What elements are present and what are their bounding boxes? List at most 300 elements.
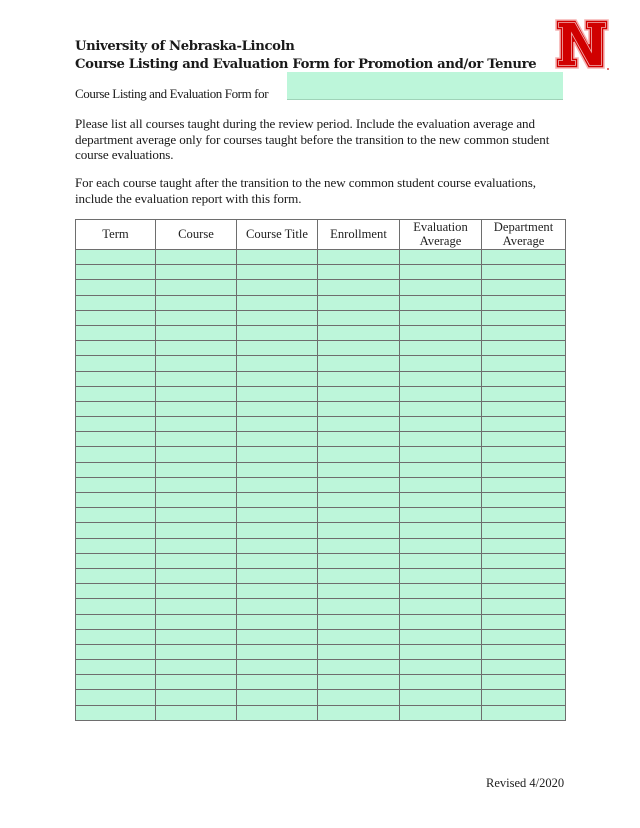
department-average-input[interactable] (482, 280, 565, 294)
enrollment-input[interactable] (318, 523, 399, 537)
cell-enrollment (318, 356, 400, 371)
form-for-name-field[interactable] (287, 72, 563, 100)
course-title-input[interactable] (237, 645, 317, 659)
enrollment-input[interactable] (318, 493, 399, 507)
term-input[interactable] (76, 341, 155, 355)
cell-term (76, 462, 156, 477)
document-title (75, 38, 536, 74)
course-input[interactable] (156, 630, 236, 644)
enrollment-input[interactable] (318, 645, 399, 659)
cell-department-average (482, 310, 566, 325)
cell-course-title (237, 462, 318, 477)
course-input[interactable] (156, 341, 236, 355)
cell-evaluation-average (400, 660, 482, 675)
cell-course-title (237, 310, 318, 325)
cell-evaluation-average (400, 310, 482, 325)
course-title-input[interactable] (237, 356, 317, 370)
course-input[interactable] (156, 599, 236, 613)
evaluation-average-input[interactable] (400, 508, 481, 522)
enrollment-input[interactable] (318, 280, 399, 294)
evaluation-average-label: Evaluation Average (413, 220, 468, 248)
term-input[interactable] (76, 660, 155, 674)
enrollment-input[interactable] (318, 311, 399, 325)
cell-term (76, 508, 156, 523)
term-input[interactable] (76, 356, 155, 370)
term-input[interactable] (76, 478, 155, 492)
course-input[interactable] (156, 250, 236, 264)
cell-evaluation-average (400, 705, 482, 720)
course-listing-table (75, 219, 566, 721)
department-average-input[interactable] (482, 660, 565, 674)
department-average-input[interactable] (482, 402, 565, 416)
enrollment-input[interactable] (318, 296, 399, 310)
cell-enrollment (318, 508, 400, 523)
cell-enrollment (318, 325, 400, 340)
evaluation-average-input[interactable] (400, 523, 481, 537)
course-input[interactable] (156, 447, 236, 461)
cell-evaluation-average (400, 493, 482, 508)
cell-term (76, 568, 156, 583)
cell-evaluation-average (400, 477, 482, 492)
course-input[interactable] (156, 432, 236, 446)
enrollment-input[interactable] (318, 372, 399, 386)
course-title-input[interactable] (237, 432, 317, 446)
department-average-input[interactable] (482, 569, 565, 583)
course-input[interactable] (156, 326, 236, 340)
cell-evaluation-average (400, 371, 482, 386)
term-input[interactable] (76, 599, 155, 613)
evaluation-average-input[interactable] (400, 660, 481, 674)
enrollment-input[interactable] (318, 630, 399, 644)
cell-enrollment (318, 690, 400, 705)
department-average-input[interactable] (482, 584, 565, 598)
term-input[interactable] (76, 584, 155, 598)
course-title-input[interactable] (237, 508, 317, 522)
cell-evaluation-average (400, 538, 482, 553)
course-title-input[interactable] (237, 523, 317, 537)
cell-course-title (237, 295, 318, 310)
term-input[interactable] (76, 387, 155, 401)
enrollment-input[interactable] (318, 326, 399, 340)
course-input[interactable] (156, 539, 236, 553)
term-input[interactable] (76, 706, 155, 720)
cell-course (156, 644, 237, 659)
department-average-input[interactable] (482, 432, 565, 446)
department-average-input[interactable] (482, 341, 565, 355)
cell-term (76, 280, 156, 295)
enrollment-input[interactable] (318, 508, 399, 522)
cell-course (156, 629, 237, 644)
course-title-input[interactable] (237, 326, 317, 340)
cell-enrollment (318, 447, 400, 462)
enrollment-input[interactable] (318, 417, 399, 431)
evaluation-average-input[interactable] (400, 372, 481, 386)
course-title-input[interactable] (237, 463, 317, 477)
department-average-label: Department Average (493, 220, 554, 248)
cell-course (156, 508, 237, 523)
term-input[interactable] (76, 372, 155, 386)
revised-date: Revised 4/2020 (486, 776, 565, 790)
evaluation-average-input[interactable] (400, 326, 481, 340)
enrollment-input[interactable] (318, 539, 399, 553)
cell-department-average (482, 538, 566, 553)
department-average-input[interactable] (482, 539, 565, 553)
department-average-input[interactable] (482, 523, 565, 537)
evaluation-average-input[interactable] (400, 463, 481, 477)
cell-evaluation-average (400, 250, 482, 265)
enrollment-input[interactable] (318, 675, 399, 689)
evaluation-average-input[interactable] (400, 493, 481, 507)
cell-evaluation-average (400, 584, 482, 599)
cell-evaluation-average (400, 599, 482, 614)
course-title-input[interactable] (237, 402, 317, 416)
term-input[interactable] (76, 554, 155, 568)
department-average-input[interactable] (482, 265, 565, 279)
course-title-input[interactable] (237, 584, 317, 598)
cell-evaluation-average (400, 462, 482, 477)
department-average-input[interactable] (482, 615, 565, 629)
department-average-input[interactable] (482, 356, 565, 370)
enrollment-input[interactable] (318, 706, 399, 720)
department-average-input[interactable] (482, 675, 565, 689)
evaluation-average-input[interactable] (400, 447, 481, 461)
term-input[interactable] (76, 447, 155, 461)
table-row (76, 568, 566, 583)
course-title-input[interactable] (237, 599, 317, 613)
table-row (76, 371, 566, 386)
course-input[interactable] (156, 311, 236, 325)
cell-course-title (237, 644, 318, 659)
course-input[interactable] (156, 417, 236, 431)
cell-course (156, 538, 237, 553)
enrollment-input[interactable] (318, 478, 399, 492)
cell-course (156, 599, 237, 614)
course-input[interactable] (156, 675, 236, 689)
term-input[interactable] (76, 690, 155, 704)
evaluation-average-input[interactable] (400, 690, 481, 704)
cell-evaluation-average (400, 432, 482, 447)
instructions-paragraph-1: Please list all courses taught during the review period. Include the evaluation average and department average only for courses taught before the transition to the new common student course evaluations. (75, 116, 550, 162)
department-average-input[interactable] (482, 447, 565, 461)
evaluation-average-input[interactable] (400, 599, 481, 613)
department-average-input[interactable] (482, 326, 565, 340)
enrollment-input[interactable] (318, 356, 399, 370)
enrollment-input[interactable] (318, 660, 399, 674)
cell-course (156, 447, 237, 462)
course-input[interactable] (156, 463, 236, 477)
enrollment-input[interactable] (318, 402, 399, 416)
cell-term (76, 538, 156, 553)
course-title-input[interactable] (237, 478, 317, 492)
cell-term (76, 310, 156, 325)
table-row (76, 310, 566, 325)
enrollment-input[interactable] (318, 690, 399, 704)
evaluation-average-input[interactable] (400, 478, 481, 492)
cell-department-average (482, 280, 566, 295)
cell-term (76, 584, 156, 599)
term-input[interactable] (76, 311, 155, 325)
department-average-input[interactable] (482, 463, 565, 477)
department-average-input[interactable] (482, 554, 565, 568)
cell-course-title (237, 690, 318, 705)
evaluation-average-input[interactable] (400, 356, 481, 370)
cell-enrollment (318, 660, 400, 675)
enrollment-input[interactable] (318, 387, 399, 401)
course-input[interactable] (156, 706, 236, 720)
table-row (76, 538, 566, 553)
evaluation-average-input[interactable] (400, 645, 481, 659)
evaluation-average-input[interactable] (400, 554, 481, 568)
course-title-input[interactable] (237, 341, 317, 355)
term-input[interactable] (76, 675, 155, 689)
cell-course (156, 325, 237, 340)
enrollment-input[interactable] (318, 250, 399, 264)
cell-term (76, 250, 156, 265)
cell-department-average (482, 675, 566, 690)
term-input[interactable] (76, 326, 155, 340)
enrollment-input[interactable] (318, 615, 399, 629)
term-input[interactable] (76, 569, 155, 583)
cell-course-title (237, 568, 318, 583)
term-input[interactable] (76, 280, 155, 294)
department-average-input[interactable] (482, 311, 565, 325)
column-header-department-average (482, 220, 566, 250)
course-title-input[interactable] (237, 372, 317, 386)
cell-evaluation-average (400, 523, 482, 538)
table-row (76, 690, 566, 705)
course-title-input[interactable] (237, 417, 317, 431)
cell-term (76, 690, 156, 705)
evaluation-average-input[interactable] (400, 432, 481, 446)
term-input[interactable] (76, 402, 155, 416)
department-average-input[interactable] (482, 417, 565, 431)
course-title-input[interactable] (237, 280, 317, 294)
department-average-input[interactable] (482, 706, 565, 720)
cell-enrollment (318, 371, 400, 386)
course-input[interactable] (156, 660, 236, 674)
cell-evaluation-average (400, 401, 482, 416)
cell-department-average (482, 705, 566, 720)
cell-course (156, 265, 237, 280)
department-average-input[interactable] (482, 296, 565, 310)
term-input[interactable] (76, 630, 155, 644)
course-input[interactable] (156, 265, 236, 279)
cell-department-average (482, 493, 566, 508)
table-row (76, 401, 566, 416)
course-title-input[interactable] (237, 706, 317, 720)
cell-term (76, 341, 156, 356)
course-input[interactable] (156, 402, 236, 416)
evaluation-average-input[interactable] (400, 311, 481, 325)
course-title-input[interactable] (237, 690, 317, 704)
course-title-input[interactable] (237, 630, 317, 644)
evaluation-average-input[interactable] (400, 706, 481, 720)
cell-enrollment (318, 493, 400, 508)
form-for-label: Course Listing and Evaluation Form for (75, 86, 269, 101)
course-input[interactable] (156, 478, 236, 492)
department-average-input[interactable] (482, 387, 565, 401)
cell-enrollment (318, 599, 400, 614)
course-title-input[interactable] (237, 675, 317, 689)
cell-enrollment (318, 538, 400, 553)
course-title-input[interactable] (237, 554, 317, 568)
course-input[interactable] (156, 508, 236, 522)
cell-department-average (482, 432, 566, 447)
cell-enrollment (318, 523, 400, 538)
enrollment-input[interactable] (318, 584, 399, 598)
course-title-input[interactable] (237, 615, 317, 629)
evaluation-average-input[interactable] (400, 387, 481, 401)
enrollment-input[interactable] (318, 341, 399, 355)
cell-evaluation-average (400, 629, 482, 644)
cell-course (156, 356, 237, 371)
cell-evaluation-average (400, 675, 482, 690)
cell-department-average (482, 599, 566, 614)
evaluation-average-input[interactable] (400, 675, 481, 689)
department-average-input[interactable] (482, 599, 565, 613)
course-title-input[interactable] (237, 296, 317, 310)
evaluation-average-input[interactable] (400, 539, 481, 553)
cell-department-average (482, 401, 566, 416)
term-input[interactable] (76, 508, 155, 522)
cell-course-title (237, 341, 318, 356)
cell-evaluation-average (400, 341, 482, 356)
table-row (76, 660, 566, 675)
cell-course-title (237, 477, 318, 492)
term-input[interactable] (76, 523, 155, 537)
column-header-term: Term (76, 220, 156, 250)
course-input[interactable] (156, 493, 236, 507)
cell-course (156, 250, 237, 265)
course-input[interactable] (156, 523, 236, 537)
evaluation-average-input[interactable] (400, 402, 481, 416)
evaluation-average-input[interactable] (400, 417, 481, 431)
term-input[interactable] (76, 417, 155, 431)
course-input[interactable] (156, 296, 236, 310)
evaluation-average-input[interactable] (400, 341, 481, 355)
cell-course-title (237, 660, 318, 675)
term-input[interactable] (76, 432, 155, 446)
department-average-input[interactable] (482, 372, 565, 386)
term-input[interactable] (76, 463, 155, 477)
cell-enrollment (318, 705, 400, 720)
course-title-input[interactable] (237, 311, 317, 325)
cell-enrollment (318, 386, 400, 401)
cell-term (76, 614, 156, 629)
course-title-input[interactable] (237, 493, 317, 507)
course-input[interactable] (156, 615, 236, 629)
department-average-input[interactable] (482, 478, 565, 492)
course-input[interactable] (156, 387, 236, 401)
enrollment-input[interactable] (318, 265, 399, 279)
cell-evaluation-average (400, 508, 482, 523)
enrollment-input[interactable] (318, 569, 399, 583)
cell-enrollment (318, 675, 400, 690)
cell-enrollment (318, 553, 400, 568)
course-title-input[interactable] (237, 660, 317, 674)
course-input[interactable] (156, 569, 236, 583)
column-header-course: Course (156, 220, 237, 250)
cell-department-average (482, 644, 566, 659)
cell-department-average (482, 508, 566, 523)
course-title-input[interactable] (237, 447, 317, 461)
term-input[interactable] (76, 645, 155, 659)
cell-department-average (482, 614, 566, 629)
cell-course (156, 295, 237, 310)
cell-department-average (482, 553, 566, 568)
evaluation-average-input[interactable] (400, 615, 481, 629)
cell-enrollment (318, 477, 400, 492)
enrollment-input[interactable] (318, 463, 399, 477)
cell-term (76, 295, 156, 310)
term-input[interactable] (76, 493, 155, 507)
cell-course-title (237, 538, 318, 553)
course-input[interactable] (156, 645, 236, 659)
course-input[interactable] (156, 554, 236, 568)
course-title-input[interactable] (237, 539, 317, 553)
evaluation-average-input[interactable] (400, 296, 481, 310)
enrollment-input[interactable] (318, 447, 399, 461)
cell-course (156, 523, 237, 538)
evaluation-average-input[interactable] (400, 584, 481, 598)
course-input[interactable] (156, 690, 236, 704)
cell-evaluation-average (400, 325, 482, 340)
enrollment-input[interactable] (318, 599, 399, 613)
cell-department-average (482, 295, 566, 310)
course-input[interactable] (156, 584, 236, 598)
enrollment-input[interactable] (318, 554, 399, 568)
evaluation-average-input[interactable] (400, 250, 481, 264)
cell-course-title (237, 265, 318, 280)
nebraska-n-logo-icon (554, 18, 610, 72)
term-input[interactable] (76, 539, 155, 553)
course-title-input[interactable] (237, 250, 317, 264)
cell-term (76, 447, 156, 462)
cell-department-average (482, 371, 566, 386)
department-average-input[interactable] (482, 508, 565, 522)
evaluation-average-input[interactable] (400, 569, 481, 583)
department-average-input[interactable] (482, 493, 565, 507)
course-input[interactable] (156, 280, 236, 294)
table-row (76, 250, 566, 265)
department-average-input[interactable] (482, 250, 565, 264)
term-input[interactable] (76, 265, 155, 279)
course-input[interactable] (156, 356, 236, 370)
term-input[interactable] (76, 615, 155, 629)
cell-course (156, 493, 237, 508)
term-input[interactable] (76, 296, 155, 310)
cell-department-average (482, 386, 566, 401)
course-title-input[interactable] (237, 569, 317, 583)
course-title-input[interactable] (237, 387, 317, 401)
university-name: University of Nebraska-Lincoln (75, 39, 295, 54)
table-row (76, 644, 566, 659)
evaluation-average-input[interactable] (400, 630, 481, 644)
evaluation-average-input[interactable] (400, 265, 481, 279)
department-average-input[interactable] (482, 690, 565, 704)
course-input[interactable] (156, 372, 236, 386)
cell-enrollment (318, 584, 400, 599)
course-title-input[interactable] (237, 265, 317, 279)
evaluation-average-input[interactable] (400, 280, 481, 294)
cell-course-title (237, 401, 318, 416)
department-average-input[interactable] (482, 630, 565, 644)
enrollment-input[interactable] (318, 432, 399, 446)
term-input[interactable] (76, 250, 155, 264)
department-average-input[interactable] (482, 645, 565, 659)
cell-enrollment (318, 644, 400, 659)
cell-course (156, 660, 237, 675)
